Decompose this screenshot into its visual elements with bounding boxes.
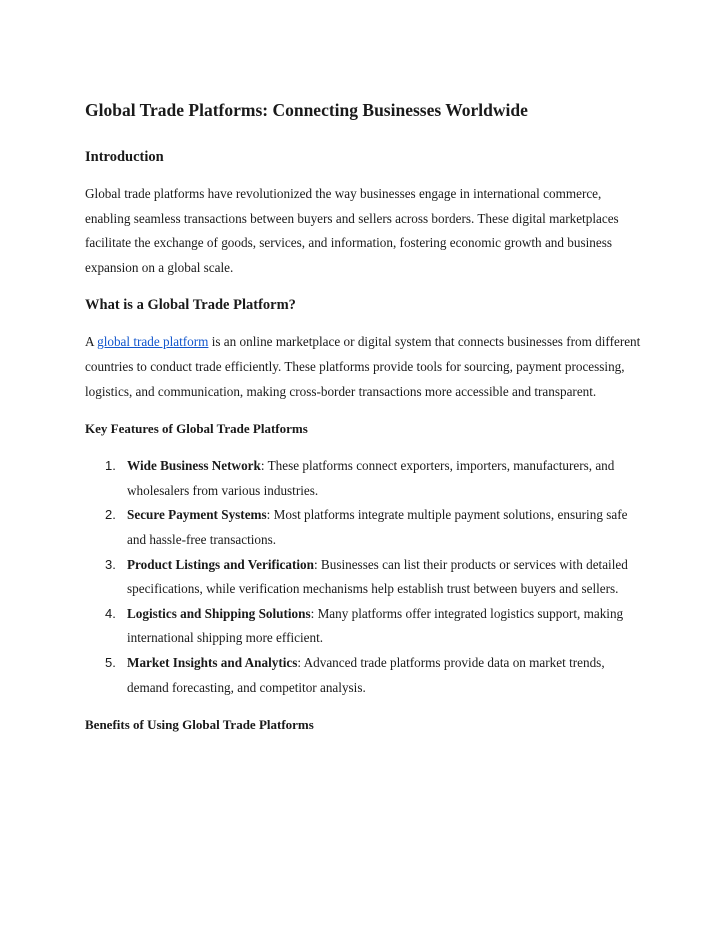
list-item-number: 5.	[105, 654, 116, 670]
intro-heading: Introduction	[85, 149, 164, 165]
what-is-heading: What is a Global Trade Platform?	[85, 297, 296, 314]
list-item	[85, 503, 645, 552]
list-item-text: : These platforms connect exporters, importers, manufacturers, and wholesalers from various industries.	[127, 458, 615, 498]
list-item	[85, 651, 645, 700]
list-item-number: 4.	[105, 605, 116, 621]
features-list	[85, 454, 645, 700]
page-title: Global Trade Platforms: Connecting Businesses Worldwide	[85, 100, 528, 120]
list-item-title: Wide Business Network	[127, 458, 261, 474]
features-heading: Key Features of Global Trade Platforms	[85, 421, 308, 437]
list-item-title: Market Insights and Analytics	[127, 654, 298, 670]
list-item-text: : Most platforms integrate multiple payment solutions, ensuring safe and hassle-free transactions.	[127, 507, 628, 547]
list-item-text: : Businesses can list their products or services with detailed specifications, while verification mechanisms help establish trust between buyers and sellers.	[127, 556, 628, 597]
list-item-title: Logistics and Shipping Solutions	[127, 605, 311, 621]
list-item	[85, 454, 645, 503]
what-is-paragraph	[85, 330, 645, 404]
document-page	[85, 96, 645, 750]
list-item-number: 3.	[105, 556, 116, 572]
what-is-rest: is an online marketplace or digital system that connects businesses from different countries to conduct trade efficiently. These platforms provide tools for sourcing, payment processing, logistics, and communication, making cross-border transactions more accessible and transparent.	[85, 334, 641, 399]
list-item-title: Product Listings and Verification	[127, 556, 314, 572]
list-item-number: 1.	[105, 458, 116, 474]
list-item	[85, 553, 645, 602]
list-item-title: Secure Payment Systems	[127, 507, 267, 523]
global-trade-platform-link[interactable]: global trade platform	[97, 334, 209, 350]
list-item-text: : Advanced trade platforms provide data on market trends, demand forecasting, and competitor analysis.	[127, 654, 605, 695]
what-is-prefix: A	[85, 334, 98, 350]
list-item-number: 2.	[105, 507, 116, 523]
list-item-text: : Many platforms offer integrated logistics support, making international shipping more efficient.	[127, 605, 624, 646]
intro-paragraph: Global trade platforms have revolutionized the way businesses engage in international commerce, enabling seamless transactions between buyers and sellers across borders. These digital marketplaces facilitate the exchange of goods, services, and information, fostering economic growth and business expansion on a global scale.	[85, 186, 619, 275]
list-item	[85, 602, 645, 651]
benefits-heading: Benefits of Using Global Trade Platforms	[85, 717, 314, 733]
